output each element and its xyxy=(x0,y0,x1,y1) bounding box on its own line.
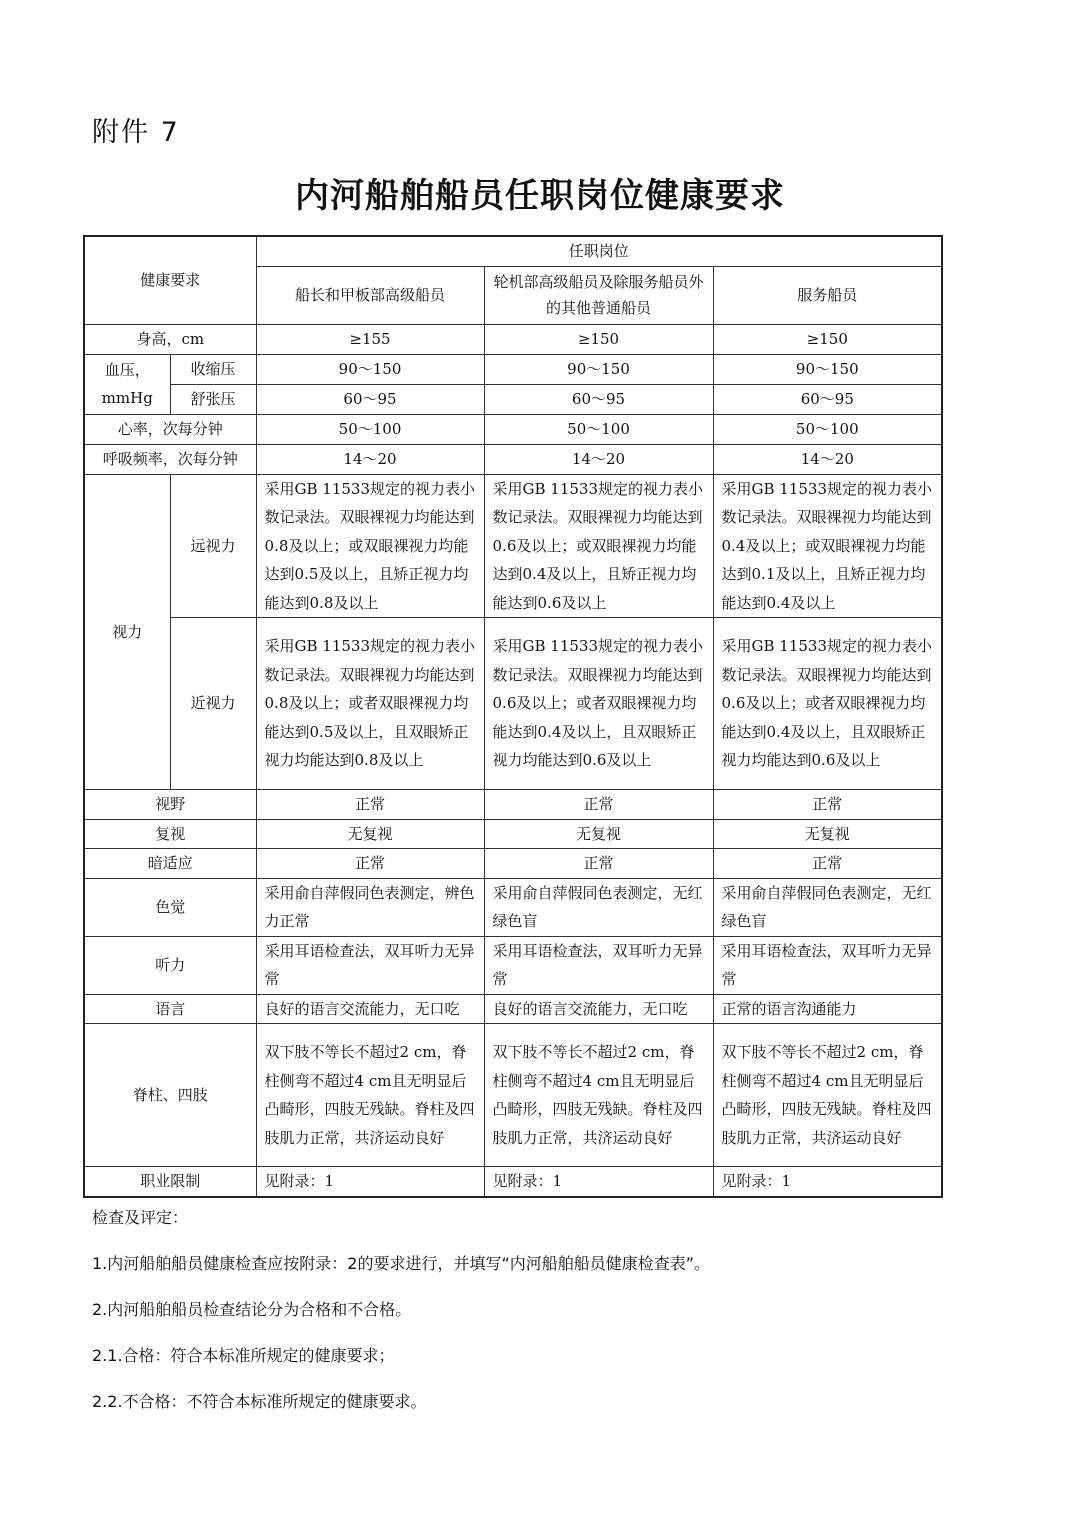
row-label: 暗适应 xyxy=(84,849,256,879)
row-label-blood-pressure: 血压，mmHg xyxy=(84,354,170,414)
row-label: 听力 xyxy=(84,936,256,994)
cell-text: 采用耳语检查法，双耳听力无异常 xyxy=(484,936,713,994)
cell-text: 正常的语言沟通能力 xyxy=(713,994,942,1024)
row-visual-field xyxy=(84,790,942,820)
cell-value: 14～20 xyxy=(256,444,484,474)
row-label: 职业限制 xyxy=(84,1167,256,1197)
cell-text: 采用耳语检查法，双耳听力无异常 xyxy=(256,936,484,994)
header-positions: 任职岗位 xyxy=(256,236,942,266)
cell-text: 双下肢不等长不超过2 cm，脊柱侧弯不超过4 cm且无明显后凸畸形，四肢无残缺。脊柱及四肢肌力正常，共济运动良好 xyxy=(713,1024,942,1167)
sub-label: 远视力 xyxy=(170,474,256,618)
cell-value: ≥150 xyxy=(484,324,713,354)
cell-text: 见附录：1 xyxy=(256,1167,484,1197)
row-label-vision: 视力 xyxy=(84,474,170,790)
cell-value: 50～100 xyxy=(713,414,942,444)
cell-text: 良好的语言交流能力，无口吃 xyxy=(256,994,484,1024)
row-systolic xyxy=(84,354,942,384)
cell-text: 采用GB 11533规定的视力表小数记录法。双眼裸视力均能达到0.6及以上；或者双眼裸视力均能达到0.4及以上，且双眼矫正视力均能达到0.6及以上 xyxy=(484,618,713,790)
row-respiration xyxy=(84,444,942,474)
sub-label: 近视力 xyxy=(170,618,256,790)
page-title: 内河船舶船员任职岗位健康要求 xyxy=(295,176,785,216)
cell-text: 见附录：1 xyxy=(484,1167,713,1197)
cell-text: 采用俞自萍假同色表测定，辨色力正常 xyxy=(256,878,484,936)
cell-value: 14～20 xyxy=(484,444,713,474)
cell-text: 见附录：1 xyxy=(713,1167,942,1197)
cell-value: ≥155 xyxy=(256,324,484,354)
cell-text: 采用GB 11533规定的视力表小数记录法。双眼裸视力均能达到0.6及以上；或者双眼裸视力均能达到0.4及以上，且双眼矫正视力均能达到0.6及以上 xyxy=(713,618,942,790)
cell-value: 90～150 xyxy=(713,354,942,384)
cell-text: 采用GB 11533规定的视力表小数记录法。双眼裸视力均能达到0.4及以上；或双眼裸视力均能达到0.1及以上，且矫正视力均能达到0.4及以上 xyxy=(713,474,942,618)
note-item: 2.内河船舶船员检查结论分为合格和不合格。 xyxy=(92,1300,412,1319)
row-label: 呼吸频率，次每分钟 xyxy=(84,444,256,474)
row-height xyxy=(84,324,942,354)
cell-text: 采用GB 11533规定的视力表小数记录法。双眼裸视力均能达到0.8及以上；或者双眼裸视力均能达到0.5及以上，且双眼矫正视力均能达到0.8及以上 xyxy=(256,618,484,790)
row-far-vision xyxy=(84,474,942,618)
cell-text: 双下肢不等长不超过2 cm，脊柱侧弯不超过4 cm且无明显后凸畸形，四肢无残缺。脊柱及四肢肌力正常，共济运动良好 xyxy=(256,1024,484,1167)
sub-label: 收缩压 xyxy=(170,354,256,384)
cell-value: 无复视 xyxy=(713,819,942,849)
row-occupational-limits xyxy=(84,1167,942,1197)
cell-value: 90～150 xyxy=(484,354,713,384)
row-label: 复视 xyxy=(84,819,256,849)
cell-value: 无复视 xyxy=(256,819,484,849)
row-near-vision xyxy=(84,618,942,790)
cell-text: 采用俞自萍假同色表测定，无红绿色盲 xyxy=(484,878,713,936)
position-header-captain-deck: 船长和甲板部高级船员 xyxy=(256,266,484,324)
row-label: 身高，cm xyxy=(84,324,256,354)
cell-value: 90～150 xyxy=(256,354,484,384)
cell-value: ≥150 xyxy=(713,324,942,354)
row-diplopia xyxy=(84,819,942,849)
row-diastolic xyxy=(84,384,942,414)
row-spine-limbs xyxy=(84,1024,942,1167)
row-hearing xyxy=(84,936,942,994)
inspection-notes xyxy=(92,1208,992,1438)
row-label: 脊柱、四肢 xyxy=(84,1024,256,1167)
cell-text: 双下肢不等长不超过2 cm，脊柱侧弯不超过4 cm且无明显后凸畸形，四肢无残缺。脊柱及四肢肌力正常，共济运动良好 xyxy=(484,1024,713,1167)
note-item: 1.内河船舶船员健康检查应按附录：2的要求进行，并填写“内河船舶船员健康检查表”。 xyxy=(92,1254,711,1273)
note-item: 2.1.合格：符合本标准所规定的健康要求； xyxy=(92,1346,395,1365)
cell-value: 60～95 xyxy=(713,384,942,414)
header-health-requirement: 健康要求 xyxy=(84,236,256,324)
cell-text: 采用俞自萍假同色表测定，无红绿色盲 xyxy=(713,878,942,936)
cell-value: 60～95 xyxy=(256,384,484,414)
cell-value: 正常 xyxy=(484,849,713,879)
note-item: 2.2.不合格：不符合本标准所规定的健康要求。 xyxy=(92,1392,427,1411)
cell-value: 正常 xyxy=(713,849,942,879)
attachment-label: 附件 7 xyxy=(92,117,180,148)
cell-value: 无复视 xyxy=(484,819,713,849)
cell-value: 正常 xyxy=(256,849,484,879)
row-color-vision xyxy=(84,878,942,936)
cell-text: 采用GB 11533规定的视力表小数记录法。双眼裸视力均能达到0.8及以上；或双眼裸视力均能达到0.5及以上，且矫正视力均能达到0.8及以上 xyxy=(256,474,484,618)
row-label: 色觉 xyxy=(84,878,256,936)
cell-value: 正常 xyxy=(256,790,484,820)
cell-value: 50～100 xyxy=(484,414,713,444)
health-requirements-table xyxy=(83,235,943,1198)
cell-value: 14～20 xyxy=(713,444,942,474)
position-header-service-crew: 服务船员 xyxy=(713,266,942,324)
header-row-1 xyxy=(84,236,942,266)
row-heart-rate xyxy=(84,414,942,444)
cell-value: 60～95 xyxy=(484,384,713,414)
row-label: 心率，次每分钟 xyxy=(84,414,256,444)
sub-label: 舒张压 xyxy=(170,384,256,414)
row-label: 语言 xyxy=(84,994,256,1024)
notes-heading: 检查及评定： xyxy=(92,1208,189,1227)
position-header-engine-ratings: 轮机部高级船员及除服务船员外的其他普通船员 xyxy=(484,266,713,324)
row-speech xyxy=(84,994,942,1024)
cell-text: 采用GB 11533规定的视力表小数记录法。双眼裸视力均能达到0.6及以上；或双眼裸视力均能达到0.4及以上，且矫正视力均能达到0.6及以上 xyxy=(484,474,713,618)
cell-value: 正常 xyxy=(484,790,713,820)
row-label: 视野 xyxy=(84,790,256,820)
row-dark-adaptation xyxy=(84,849,942,879)
cell-value: 50～100 xyxy=(256,414,484,444)
cell-text: 良好的语言交流能力，无口吃 xyxy=(484,994,713,1024)
cell-value: 正常 xyxy=(713,790,942,820)
cell-text: 采用耳语检查法，双耳听力无异常 xyxy=(713,936,942,994)
